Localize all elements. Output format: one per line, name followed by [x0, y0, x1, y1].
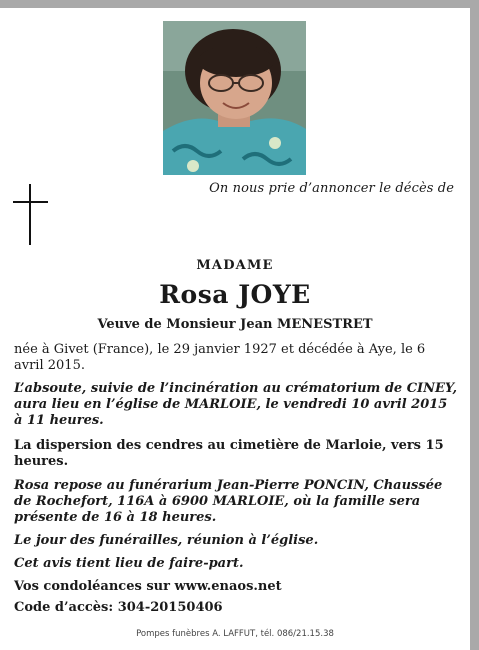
portrait-photo — [163, 21, 306, 175]
deceased-name: Rosa JOYE — [159, 280, 311, 309]
ashes-dispersion-text: La dispersion des cendres au cimetière de Marloie, vers 15 heures. — [14, 438, 444, 469]
notice-text: Cet avis tient lieu de faire-part. — [14, 556, 244, 571]
title-prefix: MADAME — [196, 258, 274, 273]
birth-death-text: née à Givet (France), le 29 janvier 1927 et décédée à Aye, le 6 avril 2015. — [14, 342, 426, 373]
ceremony-text: L’absoute, suivie de l’incinération au crématorium de CINEY, aura lieu en l’église de MARLOIE, le vendredi 10 avril 2015 à 11 heures. — [14, 381, 458, 428]
latin-cross-icon-bar — [13, 201, 48, 203]
latin-cross-icon — [29, 184, 31, 245]
condolences-link[interactable]: Vos condoléances sur www.enaos.net — [14, 579, 282, 594]
obituary-card — [0, 8, 470, 650]
funerarium-text: Rosa repose au funérarium Jean-Pierre PONCIN, Chaussée de Rochefort, 116A à 6900 MARLOIE, où la famille sera présente de 16 à 18 heures. — [14, 478, 443, 525]
announcement-intro: On nous prie d’annoncer le décès de — [209, 181, 454, 196]
spouse-line: Veuve de Monsieur Jean MENESTRET — [97, 317, 373, 332]
funeral-home-footer: Pompes funèbres A. LAFFUT, tél. 086/21.15.38 — [136, 629, 334, 639]
church-reunion-text: Le jour des funérailles, réunion à l’église. — [14, 533, 319, 548]
access-code: Code d’accès: 304-20150406 — [14, 600, 223, 615]
